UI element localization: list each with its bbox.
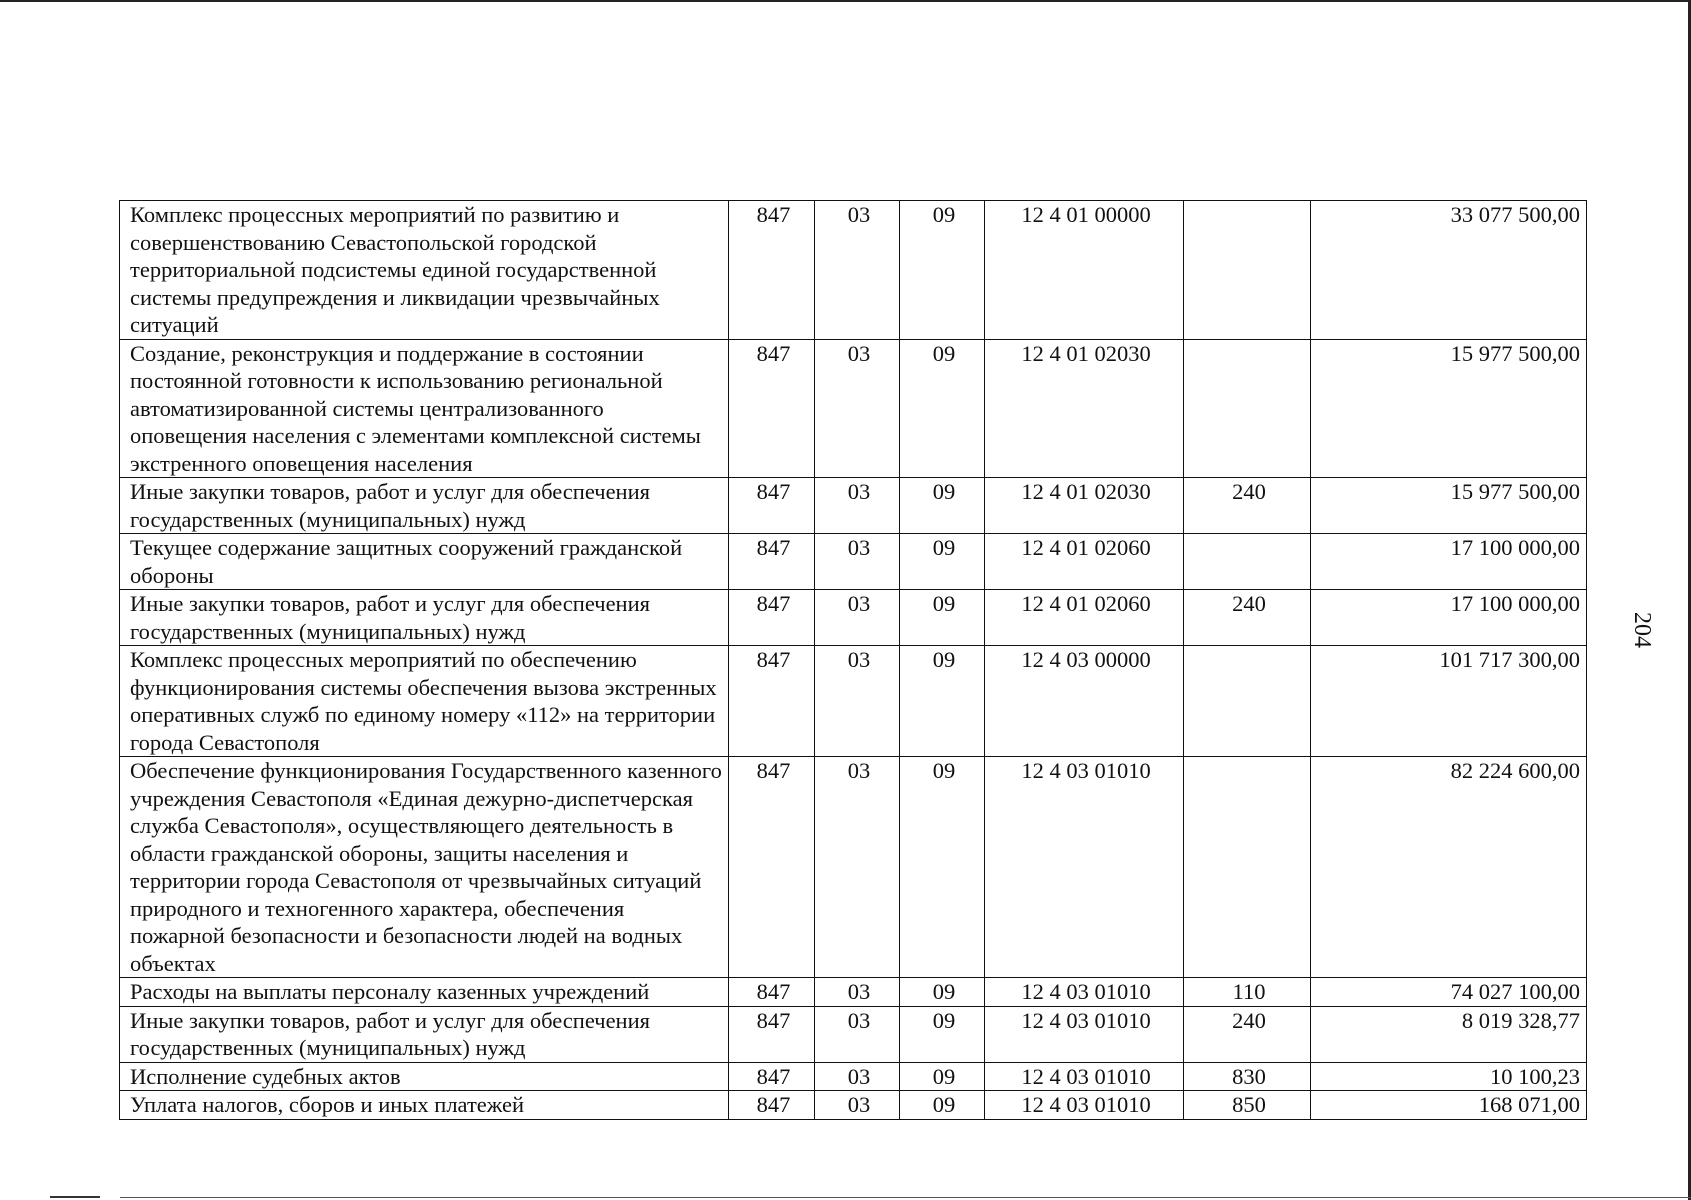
page-number: 204 — [1629, 612, 1655, 648]
table-row — [120, 590, 1587, 646]
row-name: Комплекс процессных мероприятий по развитию и совершенствованию Севастопольской городской территориальной подсистемы единой государственной системы предупреждения и ликвидации чрезвычайных ситуаций — [120, 201, 729, 340]
table-row — [120, 534, 1587, 590]
row-target-article-code: 12 4 03 01010 — [985, 1006, 1184, 1062]
row-section-code: 03 — [815, 646, 900, 757]
row-subsection-code: 09 — [900, 1006, 985, 1062]
table-row — [120, 1062, 1587, 1091]
row-target-article-code: 12 4 01 02060 — [985, 534, 1184, 590]
row-section-code: 03 — [815, 478, 900, 534]
row-expense-type-code — [1184, 757, 1311, 978]
row-section-code: 03 — [815, 534, 900, 590]
row-expense-type-code: 240 — [1184, 1006, 1311, 1062]
row-section-code: 03 — [815, 978, 900, 1007]
row-expense-type-code — [1184, 339, 1311, 478]
row-subsection-code: 09 — [900, 757, 985, 978]
row-expense-type-code: 240 — [1184, 478, 1311, 534]
row-expense-type-code — [1184, 534, 1311, 590]
row-section-code: 03 — [815, 590, 900, 646]
budget-table-body — [120, 201, 1587, 1120]
row-department-code: 847 — [729, 478, 815, 534]
row-expense-type-code: 850 — [1184, 1091, 1311, 1120]
table-row — [120, 1006, 1587, 1062]
scan-border-top — [0, 0, 1691, 2]
row-target-article-code: 12 4 01 02030 — [985, 339, 1184, 478]
row-amount: 33 077 500,00 — [1311, 201, 1587, 340]
row-subsection-code: 09 — [900, 478, 985, 534]
row-subsection-code: 09 — [900, 534, 985, 590]
row-target-article-code: 12 4 03 01010 — [985, 757, 1184, 978]
row-department-code: 847 — [729, 534, 815, 590]
row-amount: 101 717 300,00 — [1311, 646, 1587, 757]
scan-border-bottom-right — [120, 1197, 1691, 1198]
row-name: Комплекс процессных мероприятий по обеспечению функционирования системы обеспечения вызова экстренных оперативных служб по единому номеру «112» на территории города Севастополя — [120, 646, 729, 757]
row-target-article-code: 12 4 03 01010 — [985, 1091, 1184, 1120]
row-department-code: 847 — [729, 590, 815, 646]
row-department-code: 847 — [729, 757, 815, 978]
budget-table — [119, 200, 1587, 1120]
table-row — [120, 757, 1587, 978]
row-subsection-code: 09 — [900, 201, 985, 340]
row-name: Исполнение судебных актов — [120, 1062, 729, 1091]
row-section-code: 03 — [815, 1006, 900, 1062]
table-row — [120, 1091, 1587, 1120]
row-name: Уплата налогов, сборов и иных платежей — [120, 1091, 729, 1120]
row-target-article-code: 12 4 01 00000 — [985, 201, 1184, 340]
row-department-code: 847 — [729, 339, 815, 478]
row-target-article-code: 12 4 01 02030 — [985, 478, 1184, 534]
row-name: Создание, реконструкция и поддержание в состоянии постоянной готовности к использованию региональной автоматизированной системы централизованного оповещения населения с элементами комплексной системы экстренного оповещения населения — [120, 339, 729, 478]
row-department-code: 847 — [729, 201, 815, 340]
table-row — [120, 339, 1587, 478]
row-section-code: 03 — [815, 1062, 900, 1091]
table-row — [120, 646, 1587, 757]
row-amount: 15 977 500,00 — [1311, 339, 1587, 478]
row-department-code: 847 — [729, 1091, 815, 1120]
row-subsection-code: 09 — [900, 339, 985, 478]
row-amount: 8 019 328,77 — [1311, 1006, 1587, 1062]
row-amount: 17 100 000,00 — [1311, 534, 1587, 590]
row-expense-type-code: 110 — [1184, 978, 1311, 1007]
row-name: Иные закупки товаров, работ и услуг для обеспечения государственных (муниципальных) нужд — [120, 478, 729, 534]
row-subsection-code: 09 — [900, 590, 985, 646]
row-expense-type-code: 240 — [1184, 590, 1311, 646]
row-department-code: 847 — [729, 978, 815, 1007]
row-section-code: 03 — [815, 201, 900, 340]
row-amount: 82 224 600,00 — [1311, 757, 1587, 978]
row-subsection-code: 09 — [900, 646, 985, 757]
row-department-code: 847 — [729, 646, 815, 757]
table-row — [120, 478, 1587, 534]
row-target-article-code: 12 4 03 01010 — [985, 978, 1184, 1007]
row-subsection-code: 09 — [900, 1062, 985, 1091]
row-amount: 10 100,23 — [1311, 1062, 1587, 1091]
row-amount: 15 977 500,00 — [1311, 478, 1587, 534]
row-amount: 17 100 000,00 — [1311, 590, 1587, 646]
row-department-code: 847 — [729, 1006, 815, 1062]
row-department-code: 847 — [729, 1062, 815, 1091]
row-name: Иные закупки товаров, работ и услуг для обеспечения государственных (муниципальных) нужд — [120, 1006, 729, 1062]
row-amount: 168 071,00 — [1311, 1091, 1587, 1120]
row-subsection-code: 09 — [900, 978, 985, 1007]
row-section-code: 03 — [815, 757, 900, 978]
row-expense-type-code — [1184, 201, 1311, 340]
row-target-article-code: 12 4 03 00000 — [985, 646, 1184, 757]
row-section-code: 03 — [815, 1091, 900, 1120]
row-name: Иные закупки товаров, работ и услуг для обеспечения государственных (муниципальных) нужд — [120, 590, 729, 646]
row-name: Текущее содержание защитных сооружений гражданской обороны — [120, 534, 729, 590]
row-target-article-code: 12 4 01 02060 — [985, 590, 1184, 646]
row-subsection-code: 09 — [900, 1091, 985, 1120]
row-expense-type-code: 830 — [1184, 1062, 1311, 1091]
table-row — [120, 201, 1587, 340]
row-name: Обеспечение функционирования Государственного казенного учреждения Севастополя «Единая дежурно-диспетчерская служба Севастополя», осуществляющего деятельность в области гражданской обороны, защиты населения и территории города Севастополя от чрезвычайных ситуаций природного и техногенного характера, обеспечения пожарной безопасности и безопасности людей на водных объектах — [120, 757, 729, 978]
scan-border-bottom-left — [50, 1196, 100, 1198]
row-expense-type-code — [1184, 646, 1311, 757]
row-section-code: 03 — [815, 339, 900, 478]
row-amount: 74 027 100,00 — [1311, 978, 1587, 1007]
table-row — [120, 978, 1587, 1007]
row-target-article-code: 12 4 03 01010 — [985, 1062, 1184, 1091]
row-name: Расходы на выплаты персоналу казенных учреждений — [120, 978, 729, 1007]
